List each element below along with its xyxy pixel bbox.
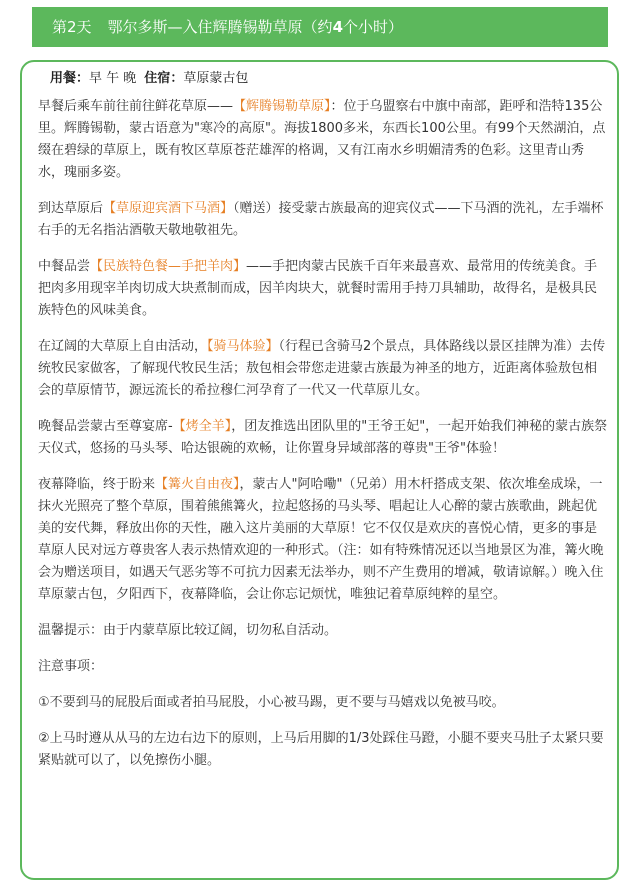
route-title-post: 个小时） [343,18,404,36]
stay-value: 草原蒙古包 [183,71,249,86]
meals-value: 早 午 晚 [89,71,137,86]
text: 在辽阔的大草原上自由活动， [38,339,208,354]
text: 早餐后乘车前往前往鲜花草原—— [38,99,234,114]
paragraph-welcome-wine [38,198,608,242]
highlight-bonfire: 【篝火自由夜】 [155,477,240,492]
route-title-pre: 鄂尔多斯—入住辉腾锡勒草原（约 [107,18,333,36]
text: 晚餐品尝蒙古至尊宴席- [38,419,173,434]
highlight-horse-riding: 【骑马体验】 [207,339,279,354]
meals-label: 用餐 [50,71,77,86]
paragraph-tip: 温馨提示：由于内蒙草原比较辽阔，切勿私自活动。 [38,623,338,638]
paragraph-note-2: ②上马时遵从从马的左边右边下的原则，上马后用脚的1/3处踩住马蹬，小腿不要夹马肚子太紧只要紧贴就可以了，以免擦伤小腿。 [38,731,604,768]
highlight-lunch: 【民族特色餐—手把羊肉】 [90,259,247,274]
text: ——手把肉蒙古民族千百年来最喜欢、最常用的传统美食。手把肉多用现宰羊肉切成大块煮制而成，因羊肉块大，就餐时需用手持刀具辅助，故得名，是极具民族特色的风味美食。 [38,259,598,318]
text: （行程已含骑马2个景点，具体路线以景区挂牌为准）去传统牧民家做客，了解现代牧民生活；敖包相会带您走进蒙古族最为神圣的地方，近距离体验敖包相会的草原情节，源远流长的希拉穆仁河孕育了一代又一代草原儿女。 [38,339,606,398]
paragraph-note-1: ①不要到马的屁股后面或者拍马屁股，小心被马踢，更不要与马嬉戏以免被马咬。 [38,695,505,710]
meta-row: 用餐：早 午 晚 住宿：草原蒙古包 [50,71,249,86]
day-label: 第2天 [52,18,92,36]
text: 夜幕降临，终于盼来 [38,477,156,492]
paragraph-dinner [38,416,608,460]
paragraph-lunch [38,256,608,322]
paragraph-grassland [38,96,608,184]
highlight-welcome-wine: 【草原迎宾酒下马酒】 [103,201,234,216]
text: （赠送）接受蒙古族最高的迎宾仪式——下马酒的洗礼，左手端杯右手的无名指沾酒敬天敬地敬祖先。 [38,201,604,238]
paragraph-horse-riding [38,336,608,402]
text: ，蒙古人"阿哈嘞"（兄弟）用木杆搭成支架、依次堆垒成垛，一抹火光照亮了整个草原，围着熊熊篝火，拉起悠扬的马头琴、唱起让人心醉的蒙古族歌曲，跳起优美的安代舞，释放出你的天性，融入这片美丽的大草原！它不仅仅是欢庆的喜悦心情，更多的事是草原人民对远方尊贵客人表示热情欢迎的一种形式。（注：如有特殊情况还以当地景区为准，篝火晚会为赠送项目，如遇天气恶劣等不可抗力因素无法举办，则不产生费用的增减，敬请谅解。）晚入住草原蒙古包，夕阳西下，夜幕降临，会让你忘记烦忧，唯独记着草原纯粹的星空。 [38,477,604,602]
paragraph-notes-heading: 注意事项： [38,659,104,674]
route-hours: 4 [332,18,343,36]
stay-label: 住宿 [144,71,171,86]
highlight-huitengxile: 【辉腾锡勒草原】 [233,99,331,114]
text: ，团友推选出团队里的"王爷王妃"，一起开始我们神秘的蒙古族祭天仪式，悠扬的马头琴、哈达银碗的欢畅，让你置身异域部落的尊贵"王爷"体验！ [38,419,608,456]
itinerary-content [38,96,608,786]
highlight-roast-lamb: 【烤全羊】 [172,419,232,434]
text: 到达草原后 [38,201,104,216]
text: ：位于乌盟察右中旗中南部，距呼和浩特135公里。辉腾锡勒，蒙古语意为"寒冷的高原"。海拔1800多米，东西长100公里。有99个天然湖泊，点缀在碧绿的草原上，既有牧区草原苍茫雄浑的格调，又有江南水乡明媚清秀的色彩。这里青山秀水，瑰丽多姿。 [38,99,606,180]
paragraph-bonfire [38,474,608,606]
day-banner [32,7,608,47]
text: 中餐品尝 [38,259,91,274]
